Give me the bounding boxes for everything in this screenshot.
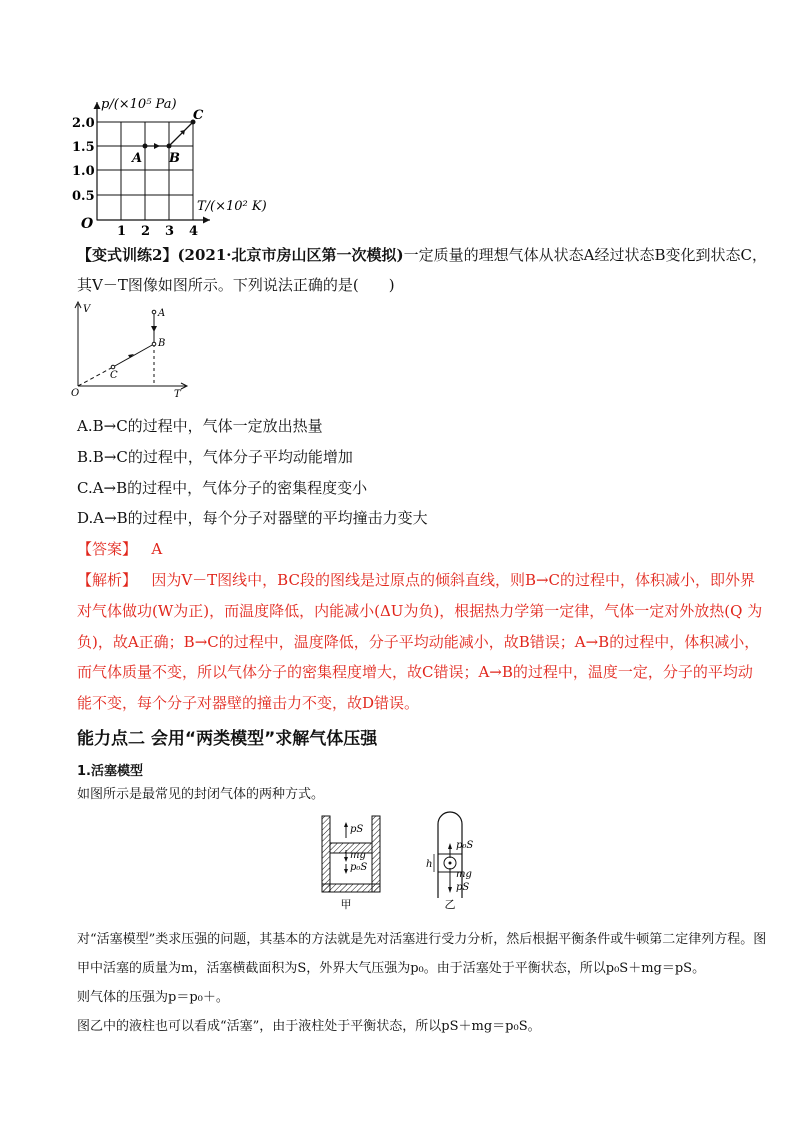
pt-y-label: p/(×10⁵ Pa)	[101, 97, 177, 112]
vt-point-b	[152, 342, 156, 346]
body-line-4: 图乙中的液柱也可以看成“活塞”，由于液柱处于平衡状态，所以pS＋mg＝p₀S。	[77, 1019, 541, 1034]
jia-caption: 甲	[340, 898, 352, 911]
body-line-1: 对“活塞模型”类求压强的问题，其基本的方法就是先对活塞进行受力分析，然后根据平衡条件或牛顿第二定律列方程。图	[77, 932, 767, 947]
pt-label-a: A	[132, 151, 143, 166]
analysis-line-2: 对气体做功(W为正)，而温度降低，内能减小(ΔU为负)，根据热力学第一定律，气体一定对外放热(Q 为	[77, 602, 763, 620]
pt-x-label: T/(×10² K)	[197, 199, 267, 214]
option-a: A.B→C的过程中，气体一定放出热量	[77, 417, 323, 435]
pt-point-a	[143, 144, 148, 149]
exercise-source: (2021·北京市房山区第一次模拟)	[177, 246, 404, 264]
section-subtitle: 1.活塞模型	[77, 764, 143, 779]
yi-h: h	[426, 859, 433, 870]
pt-x-tick-2: 2	[141, 224, 151, 239]
exercise-stem-2: 其V－T图像如图所示。下列说法正确的是( )	[77, 276, 395, 294]
jia-mg: mg	[350, 850, 366, 861]
vt-line-cb	[113, 344, 154, 367]
pt-label-c: C	[193, 108, 204, 123]
pt-y-tick-15: 1.5	[72, 140, 95, 155]
vt-label-a: A	[158, 308, 166, 319]
pt-x-tick-4: 4	[189, 224, 199, 239]
yi-ps: pS	[456, 882, 470, 893]
analysis-line-5: 能不变，每个分子对器壁的撞击力不变，故D错误。	[77, 694, 420, 712]
pt-y-tick-05: 0.5	[72, 189, 95, 204]
jia-p0s: p₀S	[350, 862, 368, 873]
option-b: B.B→C的过程中，气体分子平均动能增加	[77, 448, 353, 466]
answer-label: 【答案】	[77, 540, 138, 558]
answer-value: A	[151, 540, 163, 558]
vt-origin: O	[71, 388, 80, 399]
yi-caption: 乙	[444, 898, 456, 911]
vt-dashed-extension	[78, 367, 113, 386]
pt-y-tick-20: 2.0	[72, 116, 95, 131]
pt-origin: O	[81, 216, 94, 232]
vt-graph	[68, 300, 198, 400]
analysis-label: 【解析】	[77, 571, 138, 589]
pt-x-tick-1: 1	[117, 224, 127, 239]
exercise-stem-1: 一定质量的理想气体从状态A经过状态B变化到状态C，	[403, 246, 767, 264]
pt-label-b: B	[169, 151, 180, 166]
vt-arrow-ab	[151, 326, 157, 332]
option-d: D.A→B的过程中，每个分子对器壁的平均撞击力变大	[77, 509, 428, 527]
piston-figure	[310, 808, 510, 920]
vt-label-c: C	[110, 370, 118, 381]
exercise-line-1	[77, 244, 767, 266]
section-intro: 如图所示是最常见的封闭气体的两种方式。	[77, 787, 325, 802]
pt-line-bc	[169, 122, 193, 146]
vt-point-c	[111, 365, 115, 369]
vt-v-label: V	[83, 304, 91, 315]
pt-x-tick-3: 3	[165, 224, 175, 239]
vt-label-b: B	[158, 338, 166, 349]
yi-p0s: p₀S	[456, 840, 474, 851]
exercise-tag: 【变式训练2】	[77, 246, 178, 264]
pt-graph	[70, 90, 320, 240]
vt-t-label: T	[174, 389, 181, 400]
vt-point-a	[152, 310, 156, 314]
pt-point-b	[167, 144, 172, 149]
body-line-2: 甲中活塞的质量为m，活塞横截面积为S，外界大气压强为p₀。由于活塞处于平衡状态，所以p₀S＋mg＝pS。	[77, 961, 706, 976]
pt-arrow-ab	[154, 143, 160, 149]
analysis-text-1: 因为V－T图线中，BC段的图线是过原点的倾斜直线，则B→C的过程中，体积减小，即外界	[151, 571, 756, 589]
analysis-line-1	[77, 569, 755, 591]
pt-y-tick-10: 1.0	[72, 164, 95, 179]
analysis-line-4: 而气体质量不变，所以气体分子的密集程度增大，故C错误；A→B的过程中，温度一定，分子的平均动	[77, 663, 753, 681]
jia-ps: pS	[350, 824, 364, 835]
analysis-line-3: 负)，故A正确；B→C的过程中，温度降低，分子平均动能减小，故B错误；A→B的过程中，体积减小，	[77, 633, 760, 651]
answer-line	[77, 538, 162, 560]
option-c: C.A→B的过程中，气体分子的密集程度变小	[77, 479, 368, 497]
section-title: 能力点二 会用“两类模型”求解气体压强	[77, 729, 378, 749]
yi-mg: mg	[456, 869, 472, 880]
body-line-3: 则气体的压强为p＝p₀＋。	[77, 990, 229, 1005]
